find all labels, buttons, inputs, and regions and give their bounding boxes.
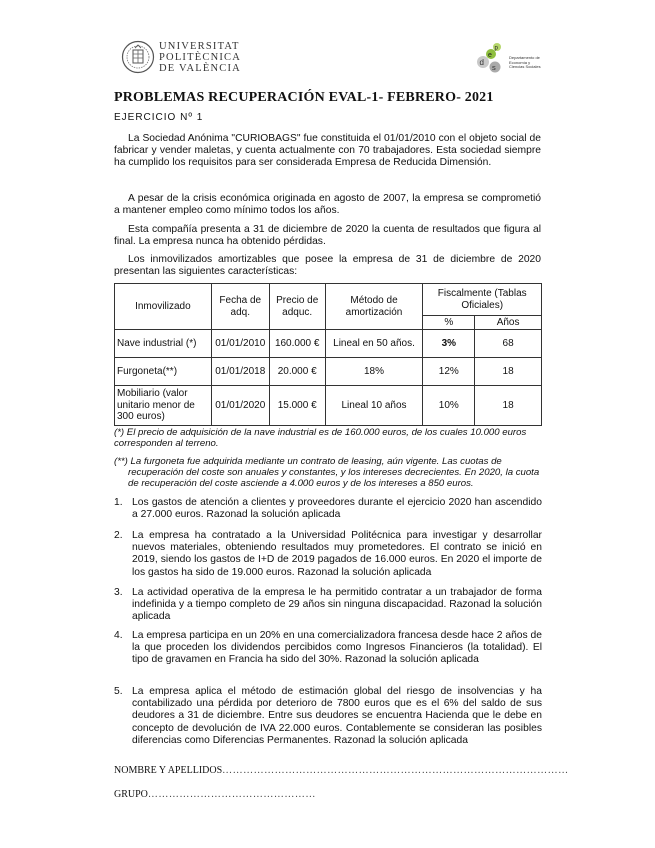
question-item (114, 686, 542, 747)
cell-pct: 12% (423, 358, 475, 386)
question-text: La empresa aplica el método de estimación global del riesgo de insolvencias y ha contabilizado una pérdida por deterioro de 7800 euros que es el 6% del saldo de sus deudores a 31 de diciembre. Entre sus deudores se encuentra Hacienda que le debe en concepto de devolución de IVA 22.000 euros. Contablemente se consideran las posibles diferencias como Diferencias Permanentes. Razonad la solución aplicada (132, 686, 542, 746)
question-item (114, 630, 542, 667)
question-text: La actividad operativa de la empresa le ha permitido contratar a un trabajador de forma indefinida y a tiempo completo de 29 años sin ninguna discapacidad. Razonad la solución aplicada (132, 587, 542, 623)
question-text: Los gastos de atención a clientes y proveedores durante el ejercicio 2020 han ascendido a 27.000 euros. Razonad la solución aplicada (132, 497, 542, 521)
header-fecha: Fecha de adq. (211, 284, 269, 330)
cell-anos: 18 (475, 386, 542, 426)
cell-pct: 10% (423, 386, 475, 426)
cell-anos: 68 (475, 330, 542, 358)
group-field[interactable] (114, 789, 316, 800)
cell-precio: 160.000 € (269, 330, 325, 358)
svg-text:e: e (488, 52, 492, 59)
assets-table (114, 283, 542, 426)
cell-precio: 20.000 € (269, 358, 325, 386)
upv-logo-line: DE VALÈNCIA (159, 63, 241, 74)
svg-text:d: d (479, 58, 484, 67)
cell-fecha: 01/01/2010 (211, 330, 269, 358)
cell-name: Mobiliario (valor unitario menor de 300 euros) (115, 386, 212, 426)
deps-logo-text (509, 56, 541, 70)
name-label: NOMBRE Y APELLIDOS (114, 765, 223, 776)
upv-logo-text (159, 41, 241, 74)
cell-metodo: 18% (325, 358, 423, 386)
assets-paragraph: Los inmovilizados amortizables que posee la empresa de 31 de diciembre de 2020 presentan las siguientes características: (114, 254, 541, 278)
question-number: 4. (114, 630, 123, 641)
question-item (114, 530, 542, 579)
group-label: GRUPO (114, 789, 148, 800)
footnote-furgoneta: (**) La furgoneta fue adquirida mediante un contrato de leasing, aún vigente. Las cuotas de recuperación del coste son anuales y constantes, y los intereses decrecientes. En 2020, la cuota de recuperación del coste asciende a 4.000 euros y de los intereses a 850 euros. (114, 456, 540, 490)
cell-name: Nave industrial (*) (115, 330, 212, 358)
department-logo (474, 40, 544, 80)
cell-metodo: Lineal en 50 años. (325, 330, 423, 358)
header-inmovilizado: Inmovilizado (115, 284, 212, 330)
name-dots: ……………………………………………………………………………………… (222, 765, 569, 776)
header-anos: Años (475, 316, 542, 330)
table-header-row (115, 284, 542, 316)
deps-logo-icon (474, 40, 506, 78)
cell-fecha: 01/01/2020 (211, 386, 269, 426)
exercise-number: EJERCICIO Nº 1 (114, 112, 204, 123)
results-paragraph: Esta compañía presenta a 31 de diciembre de 2020 la cuenta de resultados que figura al final. La empresa nunca ha obtenido pérdidas. (114, 224, 541, 248)
header-metodo: Método de amortización (325, 284, 423, 330)
table-row (115, 330, 542, 358)
question-text: La empresa ha contratado a la Universidad Politécnica para investigar y desarrollar nuevos materiales, obteniendo resultados muy prometedores. El contrato se inició en 2019, siendo los gastos de I+D de 2019 pagados de 16.000 euros. En 2020 el importe de los gastos ha sido de 19.000 euros. Razonad la solución aplicada (132, 530, 542, 578)
cell-metodo: Lineal 10 años (325, 386, 423, 426)
header-pct: % (423, 316, 475, 330)
cell-pct: 3% (423, 330, 475, 358)
question-number: 5. (114, 686, 123, 697)
question-item (114, 497, 542, 521)
svg-text:p: p (494, 45, 498, 52)
crisis-paragraph: A pesar de la crisis económica originada en agosto de 2007, la empresa se comprometió a mantener empleo como mínimo todos los años. (114, 193, 541, 217)
question-number: 3. (114, 587, 123, 598)
deps-logo-line: Economía y (509, 59, 531, 65)
group-dots: ………………………………………… (147, 789, 316, 800)
question-item (114, 587, 542, 624)
cell-fecha: 01/01/2018 (211, 358, 269, 386)
cell-name: Furgoneta(**) (115, 358, 212, 386)
deps-logo-line: Departamento de (509, 55, 540, 60)
cell-precio: 15.000 € (269, 386, 325, 426)
question-number: 2. (114, 530, 123, 541)
header-precio: Precio de adquc. (269, 284, 325, 330)
upv-seal-icon (121, 40, 155, 74)
name-field[interactable] (114, 765, 569, 776)
deps-logo-line: Ciencias Sociales (509, 64, 541, 70)
question-number: 1. (114, 497, 123, 508)
cell-anos: 18 (475, 358, 542, 386)
footnote-nave: (*) El precio de adquisición de la nave industrial es de 160.000 euros, de los cuales 10.000 euros corresponden al terreno. (114, 427, 527, 450)
intro-paragraph: La Sociedad Anónima "CURIOBAGS" fue constituida el 01/01/2010 con el objeto social de fabricar y vender maletas, y cuenta actualmente con 70 trabajadores. Esta sociedad siempre ha cumplido los requisitos para ser considerada Empresa de Reducida Dimensión. (114, 133, 541, 169)
svg-text:s: s (492, 63, 496, 72)
upv-logo-line: POLITÈCNICA (159, 52, 242, 63)
upv-logo-line: UNIVERSITAT (159, 41, 240, 52)
table-row (115, 386, 542, 426)
question-text: La empresa participa en un 20% en una comercializadora francesa desde hace 2 años de la que proceden los dividendos percibidos como Ingresos Financieros (la totalidad). El tipo de gravamen en Francia ha sido del 30%. Razonad la solución aplicada (132, 630, 542, 666)
upv-logo (121, 40, 242, 78)
header-fiscal: Fiscalmente (Tablas Oficiales) (423, 284, 542, 316)
page-title: PROBLEMAS RECUPERACIÓN EVAL-1- FEBRERO- 2021 (114, 90, 494, 105)
table-row (115, 358, 542, 386)
